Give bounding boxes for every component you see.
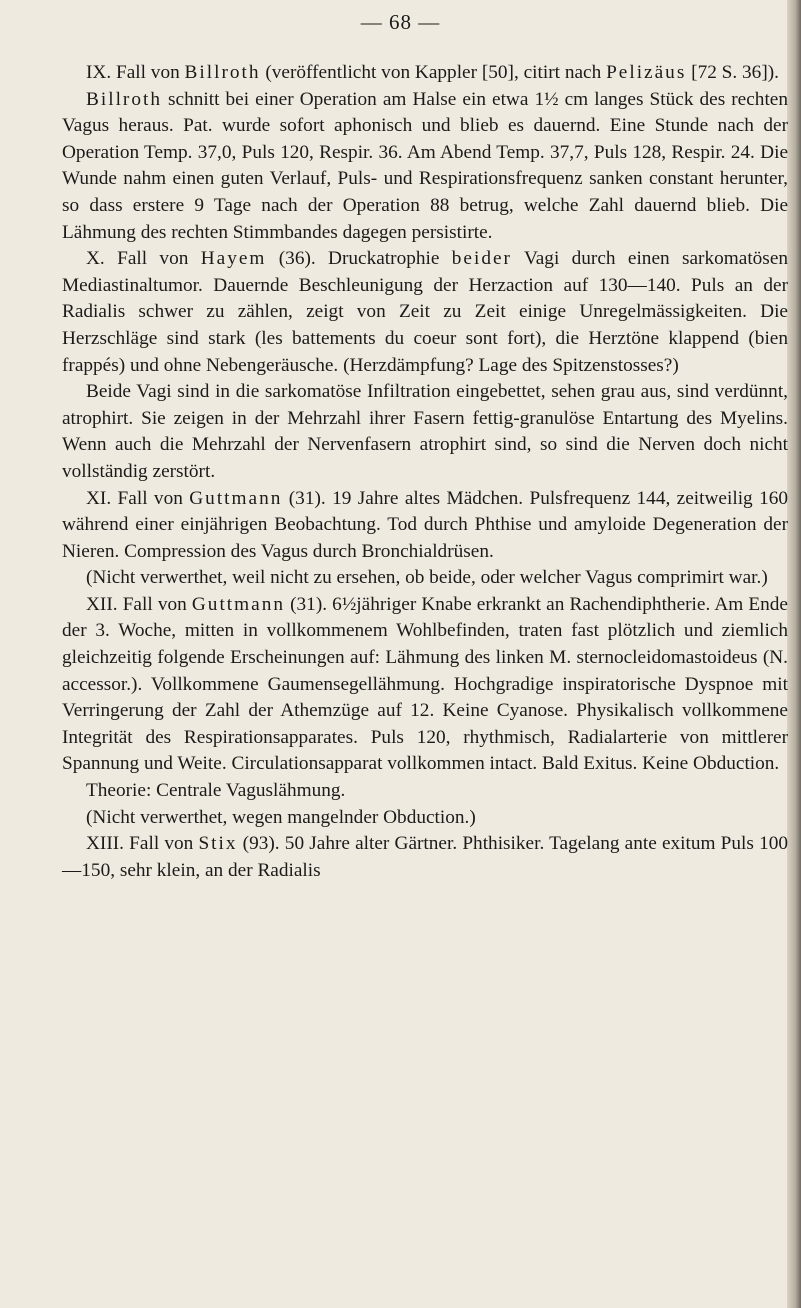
text-span: (31). 6½jähriger Knabe erkrankt an Rachendiphtherie. Am Ende der 3. Woche, mitten in vollkommenem Wohlbefinden, traten fast plötzlich und ziemlich gleichzeitig folgende Erscheinungen auf: Lähmung des linken M. sternocleidomastoideus (N. accessor.). Vollkommene Gaumensegellähmung. Hochgradige inspiratorische Dyspnoe mit Verringerung der Zahl der Athemzüge auf 12. Keine Cyanose. Physikalisch vollkommene Integrität des Respirationsapparates. Puls 120, rhythmisch, Radialarterie von mittlerer Spannung und Weite. Circulationsapparat vollkommen intact. Bald Exitus. Keine Obduction. [62, 593, 788, 775]
author-name-pelizaeus: Pelizäus [606, 62, 687, 83]
paragraph-case-ix-body [62, 87, 788, 247]
text-span: Vagi durch einen sarkomatösen Mediastinaltumor. Dauernde Beschleunigung der Herzaction auf 130—140. Puls an der Radialis schwer zu zählen, zeigt von Zeit zu Zeit einige Unregelmässigkeiten. Die Herzschläge sind stark (les battements du coeur sont fort), die Herztöne klappend (bien frappés) und ohne Nebengeräusche. (Herzdämpfung? Lage des Spitzenstosses?) [62, 248, 789, 376]
author-name-hayem: Hayem [200, 248, 267, 270]
text-span: (36). Druckatrophie [266, 248, 452, 270]
paragraph-case-xii-theory [62, 778, 788, 805]
paragraph-case-xi [62, 486, 788, 566]
body-text [62, 60, 788, 884]
text-span: Beide Vagi sind in die sarkomatöse Infiltration eingebettet, sehen grau aus, sind verdünnt, atrophirt. Sie zeigen in der Mehrzahl ihrer Fasern fettig-granulöse Entartung des Myelins. Wenn auch die Mehrzahl der Nervenfasern atrophirt sind, so sind die Nerven doch nicht vollständig zerstört. [62, 381, 788, 482]
page-number: — 68 — [360, 10, 441, 34]
author-name-billroth: Billroth [184, 62, 261, 83]
text-span: [72 S. 36]). [686, 62, 779, 83]
text-span: (31). 19 Jahre altes Mädchen. Pulsfrequenz 144, zeitweilig 160 während einer einjährigen Beobachtung. Tod durch Phthise und amyloide Degeneration der Nieren. Compression des Vagus durch Bronchialdrüsen. [62, 487, 789, 562]
paragraph-case-xi-note [62, 565, 788, 592]
text-span: Theorie: Centrale Vaguslähmung. [86, 780, 346, 802]
emphasis-beider: beider [451, 248, 512, 270]
text-span: (Nicht verwerthet, weil nicht zu ersehen, ob beide, oder welcher Vagus comprimirt war.) [86, 567, 768, 589]
text-span: (Nicht verwerthet, wegen mangelnder Obduction.) [86, 806, 476, 828]
paragraph-case-xii-note [62, 805, 788, 832]
paragraph-case-x [62, 246, 788, 379]
author-name-billroth: Billroth [86, 88, 162, 110]
text-span: XIII. Fall von [86, 833, 199, 855]
paragraph-case-xii [62, 592, 788, 778]
text-span: (veröffentlicht von Kappler [50], citirt nach [260, 62, 607, 83]
text-span: IX. Fall von [86, 62, 185, 83]
paragraph-case-xiii [62, 831, 788, 884]
paragraph-case-ix-heading [62, 60, 788, 87]
text-span: schnitt bei einer Operation am Halse ein etwa 1½ cm langes Stück des rechten Vagus heraus. Pat. wurde sofort aphonisch und blieb es dauernd. Eine Stunde nach der Operation Temp. 37,0, Puls 120, Respir. 36. Am Abend Temp. 37,7, Puls 128, Respir. 24. Die Wunde nahm einen guten Verlauf, Puls- und Respirationsfrequenz sanken constant herunter, so dass erstere 9 Tage nach der Operation 88 betrug, welche Zahl dauernd blieb. Die Lähmung des rechten Stimmbandes dagegen persistirte. [62, 88, 788, 243]
text-span: X. Fall von [86, 248, 201, 270]
text-span: XI. Fall von [86, 487, 190, 509]
text-span: XII. Fall von [86, 593, 192, 615]
author-name-guttmann: Guttmann [191, 593, 285, 615]
text-span: (93). 50 Jahre alter Gärtner. Phthisiker. Tagelang ante exitum Puls 100—150, sehr klein, an der Radialis [62, 833, 788, 881]
author-name-guttmann: Guttmann [189, 487, 283, 509]
page-edge-shadow [787, 0, 801, 1308]
author-name-stix: Stix [198, 833, 238, 855]
paragraph-case-x-findings [62, 379, 788, 485]
